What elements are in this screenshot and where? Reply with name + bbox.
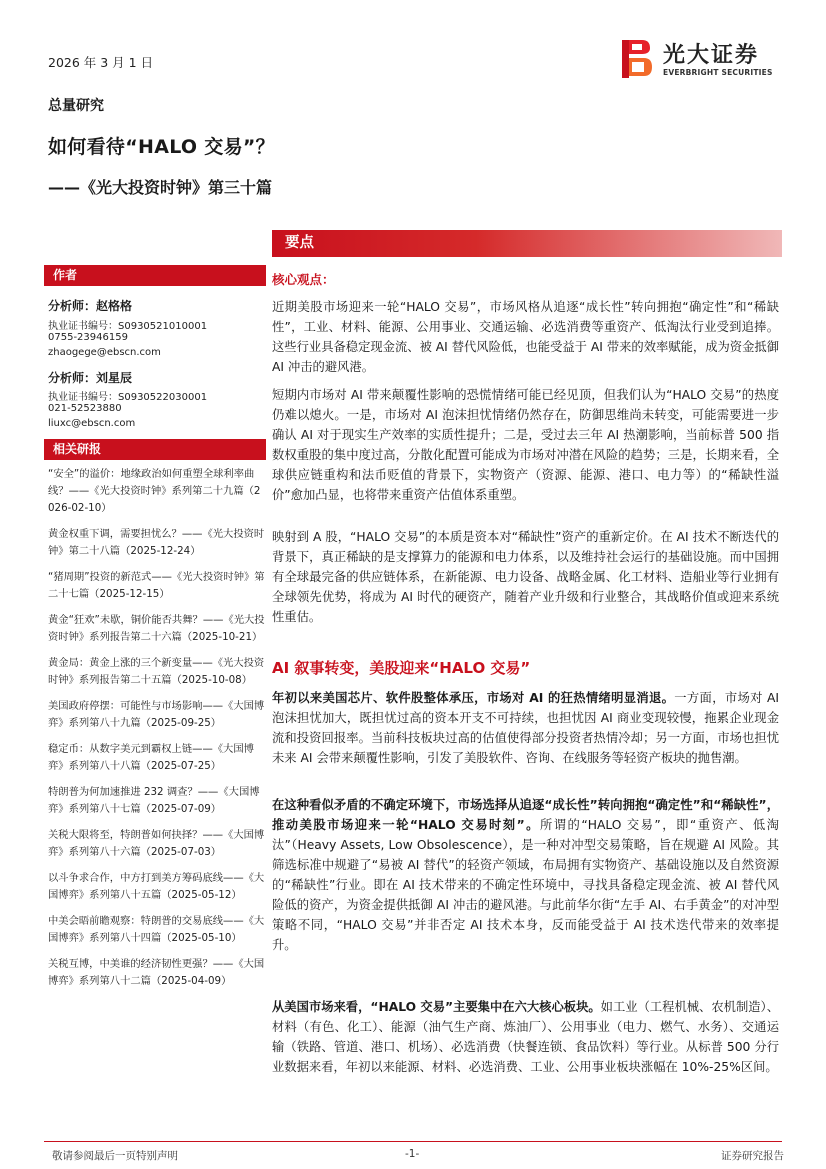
related-report-item[interactable]: 中美会晤前瞻观察：特朗普的交易底线——《大国博弈》系列第八十四篇（2025-05-10） bbox=[48, 915, 265, 944]
logo-name-cn: 光大证券 bbox=[663, 43, 760, 68]
company-logo bbox=[618, 38, 788, 82]
related-report-item[interactable]: 关税大限将至，特朗普如何抉择？——《大国博弈》系列第八十六篇（2025-07-03） bbox=[48, 829, 265, 858]
key-point-paragraph: 映射到 A 股，“HALO 交易”的本质是资本对“稀缺性”资产的重新定价。在 AI 技术不断迭代的背景下，真正稀缺的是支撑算力的能源和电力体系，以及维持社会运行的基础设施。而中国拥有全球最完备的供应链体系，在新能源、电力设备、战略金属、化工材料、造船业等行业拥有全球领先优势，将成为 AI 时代的硬资产，随着产业升级和行业整合，其战略价值或迎来系统性重估。 bbox=[272, 530, 779, 624]
analyst-name: 分析师：刘星辰 bbox=[48, 371, 133, 385]
analyst-phone: 0755-23946159 bbox=[48, 332, 128, 343]
body-paragraph bbox=[272, 997, 779, 1077]
analyst-email[interactable]: zhaogege@ebscn.com bbox=[48, 347, 161, 358]
related-report-item[interactable]: “猪周期”投资的新范式——《光大投资时钟》第二十七篇（2025-12-15） bbox=[48, 571, 265, 600]
footer-divider bbox=[44, 1141, 782, 1142]
related-report-item[interactable]: 美国政府停摆：可能性与市场影响——《大国博弈》系列第八十九篇（2025-09-25） bbox=[48, 700, 265, 729]
key-point-paragraph: 近期美股市场迎来一轮“HALO 交易”，市场风格从追逐“成长性”转向拥抱“确定性”和“稀缺性”，工业、材料、能源、公用事业、交通运输、必选消费等重资产、低淘汰行业受到追捧。这些行业具备稳定现金流、被 AI 替代风险低，也能受益于 AI 带来的效率赋能，成为资金抵御 AI 冲击的避风港。 bbox=[272, 300, 779, 374]
authors-heading: 作者 bbox=[44, 265, 266, 286]
analyst-email[interactable]: liuxc@ebscn.com bbox=[48, 418, 136, 429]
paragraph-text: 如工业（工程机械、农机制造）、材料（有色、化工）、能源（油气生产商、炼油厂）、公用事业（电力、燃气、水务）、交通运输（铁路、管道、港口、机场）、必选消费（快餐连锁、食品饮料）等行业。从标普 500 分行业数据来看，年初以来能源、材料、必选消费、工业、公用事业板块涨幅在 10%-25%区间。 bbox=[272, 1000, 779, 1074]
analyst-cert: 执业证书编号：S0930522030001 bbox=[48, 392, 208, 403]
page-number: -1- bbox=[405, 1148, 420, 1160]
paragraph-lead: 年初以来美国芯片、软件股整体承压，市场对 AI 的狂热情绪明显消退。 bbox=[272, 691, 675, 705]
key-point-paragraph: 短期内市场对 AI 带来颠覆性影响的恐慌情绪可能已经见顶，但我们认为“HALO 交易”的热度仍难以熄火。一是，市场对 AI 泡沫担忧情绪仍然存在，防御思维尚未转变，可能需要进一步确认 AI 对于现实生产效率的实质性提升；二是，受过去三年 AI 热潮影响，当前标普 500 指数权重股的集中度过高，分散化配置可能成为市场对冲潜在风险的趋势；三是，长期来看，全球供应链重构和法币贬值的背景下，实物资产（资源、能源、港口、电力等）的“稀缺性溢价”愈加凸显，也将带来重资产估值体系重塑。 bbox=[272, 388, 779, 502]
body-paragraph bbox=[272, 795, 779, 955]
key-points-heading: 要点 bbox=[272, 230, 782, 257]
related-reports-list bbox=[48, 466, 266, 999]
analyst-phone: 021-52523880 bbox=[48, 403, 122, 414]
report-subtitle: ——《光大投资时钟》第三十篇 bbox=[48, 178, 273, 197]
section-heading: AI 叙事转变，美股迎来“HALO 交易” bbox=[272, 659, 531, 677]
logo-name-en: EVERBRIGHT SECURITIES bbox=[663, 68, 773, 77]
related-report-item[interactable]: 特朗普为何加速推进 232 调查？——《大国博弈》系列第八十七篇（2025-07-09） bbox=[48, 786, 260, 815]
report-category: 总量研究 bbox=[48, 98, 104, 114]
paragraph-text: 所谓的“HALO 交易”，即“重资产、低淘汰”（Heavy Assets, Low Obsolescence），是一种对冲型交易策略，旨在规避 AI 风险。其筛选标准中规避了“易被 AI 替代”的轻资产领域，布局拥有实物资产、基础设施以及自然资源的“稀缺性”行业。即在 AI 技术带来的不确定性环境中，寻找具备稳定现金流、被 AI 替代风险低的资产，为资金提供抵御 AI 冲击的避风港。与此前华尔街“左手 AI、右手黄金”的对冲型策略不同，“HALO 交易”并非否定 AI 技术本身，反而能受益于 AI 技术迭代带来的效率提升。 bbox=[272, 818, 779, 952]
footer-report-type: 证券研究报告 bbox=[721, 1150, 784, 1162]
related-report-item[interactable]: 以斗争求合作，中方打到美方筹码底线——《大国博弈》系列第八十五篇（2025-05-12） bbox=[48, 872, 265, 901]
related-reports-heading: 相关研报 bbox=[44, 439, 266, 460]
footer-disclaimer: 敬请参阅最后一页特别声明 bbox=[52, 1150, 178, 1162]
report-date: 2026 年 3 月 1 日 bbox=[48, 55, 154, 70]
body-paragraph bbox=[272, 688, 779, 768]
analyst-cert: 执业证书编号：S0930521010001 bbox=[48, 321, 208, 332]
paragraph-text: 一方面，市场对 AI 泡沫担忧加大，既担忧过高的资本开支不可持续，也担忧因 AI 商业变现较慢，拖累企业现金流和投资回报率。当前科技板块过高的估值使得部分投资者热情冷却；另一方面，市场也担忧未来 AI 会带来颠覆性影响，引发了美股软件、咨询、在线服务等轻资产板块的抛售潮。 bbox=[272, 691, 780, 765]
analyst-name: 分析师：赵格格 bbox=[48, 299, 133, 313]
related-report-item[interactable]: 黄金“狂欢”未歇，铜价能否共舞？——《光大投资时钟》系列报告第二十六篇（2025-10-21） bbox=[48, 614, 265, 643]
report-title: 如何看待“HALO 交易”？ bbox=[48, 136, 275, 158]
paragraph-lead: 在这种看似矛盾的不确定环境下，市场选择从追逐“成长性”转向拥抱“确定性”和“稀缺性”，推动美股市场迎来一轮“HALO 交易时刻”。 bbox=[272, 798, 779, 832]
related-report-item[interactable]: “安全”的溢价：地缘政治如何重塑全球利率曲线？——《光大投资时钟》系列第二十九篇（2026-02-10） bbox=[48, 468, 261, 514]
everbright-logo-icon bbox=[618, 38, 654, 80]
paragraph-lead: 从美国市场来看，“HALO 交易”主要集中在六大核心板块。 bbox=[272, 1000, 601, 1014]
related-report-item[interactable]: 稳定币：从数字美元到霸权上链——《大国博弈》系列第八十八篇（2025-07-25） bbox=[48, 743, 254, 772]
core-view-label: 核心观点： bbox=[272, 272, 335, 287]
related-report-item[interactable]: 关税互博，中美谁的经济韧性更强？——《大国博弈》系列第八十二篇（2025-04-09） bbox=[48, 958, 265, 987]
related-report-item[interactable]: 黄金局：黄金上涨的三个新变量——《光大投资时钟》系列报告第二十五篇（2025-10-08） bbox=[48, 657, 265, 686]
related-report-item[interactable]: 黄金权重下调，需要担忧么？——《光大投资时钟》第二十八篇（2025-12-24） bbox=[48, 528, 265, 557]
